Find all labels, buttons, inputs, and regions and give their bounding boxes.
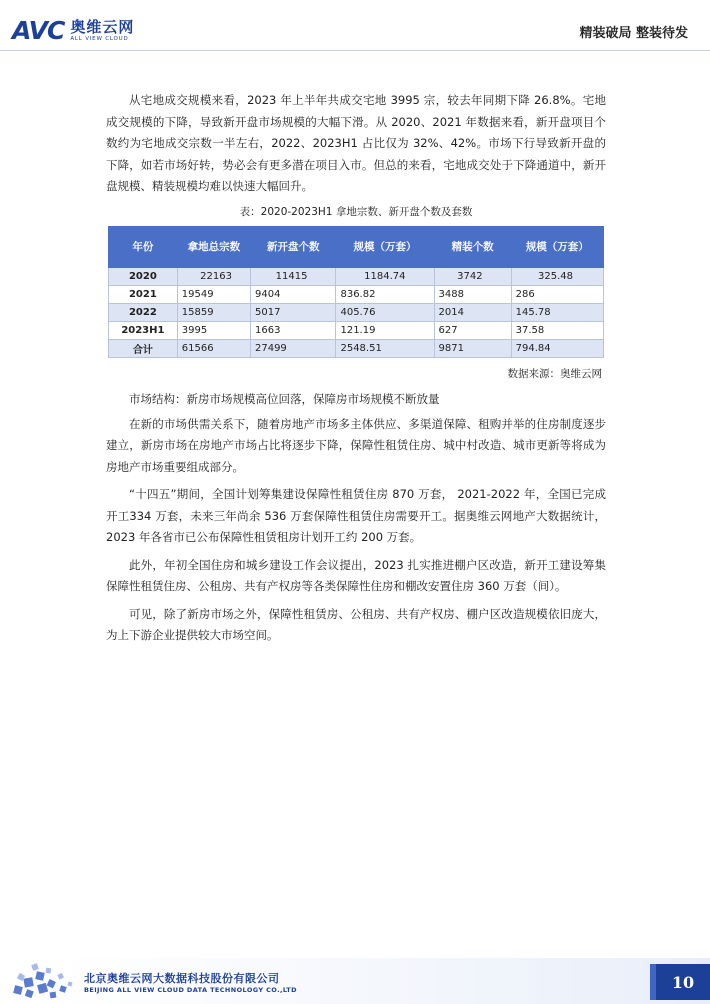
- table-header-row: [109, 226, 604, 267]
- table-cell: 2022: [109, 303, 178, 321]
- table-cell: 325.48: [511, 267, 603, 285]
- page-header: [0, 0, 710, 60]
- market-structure-heading: 市场结构：新房市场规模高位回落，保障房市场规模不断放量: [129, 391, 440, 406]
- table-cell: 3742: [434, 267, 511, 285]
- footer-company: [84, 972, 297, 995]
- table-cell: 627: [434, 321, 511, 339]
- table-cell: 286: [511, 285, 603, 303]
- col-header-new-openings: 新开盘个数: [250, 226, 335, 267]
- table-cell: 836.82: [336, 285, 434, 303]
- body-paragraph: 可见，除了新房市场之外，保障性租赁房、公租房、共有产权房、棚户区改造规模依旧庞大，为上下游企业提供较大市场空间。: [106, 606, 606, 642]
- table-cell: 19549: [177, 285, 250, 303]
- table-cell: 11415: [250, 267, 335, 285]
- table-cell: 61566: [177, 339, 250, 357]
- table-total-row: [109, 339, 604, 357]
- logo-en-text: ALL VIEW CLOUD: [70, 35, 129, 42]
- table-cell: 2014: [434, 303, 511, 321]
- col-header-land-lots: 拿地总宗数: [177, 226, 250, 267]
- table-cell: 2548.51: [336, 339, 434, 357]
- table-cell: 405.76: [336, 303, 434, 321]
- main-content: [106, 90, 606, 653]
- body-paragraph: “十四五”期间，全国计划筹集建设保障性租赁住房 870 万套， 2021-2022 年，全国已完成开工334 万套，未来三年尚余 536 万套保障性租赁住房需要开工。据奥维云网地产大数据统计，2023 年各省市已公布保障性租赁租房计划开工约 200 万套。: [106, 487, 606, 544]
- col-header-year: 年份: [109, 226, 178, 267]
- data-source: 数据来源：奥维云网: [507, 367, 602, 380]
- table-cell: 1184.74: [336, 267, 434, 285]
- table-cell: 9404: [250, 285, 335, 303]
- body-paragraph: 此外，年初全国住房和城乡建设工作会议提出，2023 扎实推进棚户区改造，新开工建设筹集保障性租赁住房、公租房、共有产权房等各类保障性住房和棚改安置住房 360 万套（间）。: [106, 557, 606, 593]
- page-footer: [0, 958, 710, 1004]
- col-header-scale: 规模（万套）: [336, 226, 434, 267]
- avc-logo: [12, 16, 134, 45]
- table-cell: 794.84: [511, 339, 603, 357]
- body-paragraph: 在新的市场供需关系下，随着房地产市场多主体供应、多渠道保障、租购并举的住房制度逐步建立，新房市场在房地产市场占比将逐步下降，保障性租赁住房、城中村改造、城市更新等将成为房地产市场重要组成部分。: [106, 416, 606, 474]
- col-header-decorated-scale: 规模（万套）: [511, 226, 603, 267]
- table-cell: 合计: [109, 339, 178, 357]
- report-title: 精装破局 整装待发: [579, 26, 688, 41]
- table-cell: 5017: [250, 303, 335, 321]
- cubes-icon: [8, 962, 80, 1002]
- table-cell: 121.19: [336, 321, 434, 339]
- header-divider: [0, 50, 710, 51]
- table-cell: 3995: [177, 321, 250, 339]
- table-cell: 22163: [177, 267, 250, 285]
- table-row: [109, 267, 604, 285]
- land-opening-table: [108, 226, 604, 358]
- table-cell: 2020: [109, 267, 178, 285]
- table-caption: 表：2020-2023H1 拿地宗数、新开盘个数及套数: [239, 205, 473, 218]
- table-cell: 15859: [177, 303, 250, 321]
- table-cell: 2021: [109, 285, 178, 303]
- col-header-decorated-count: 精装个数: [434, 226, 511, 267]
- company-name-cn: 北京奥维云网大数据科技股份有限公司: [84, 972, 280, 985]
- table-cell: 37.58: [511, 321, 603, 339]
- logo-cn-text: 奥维云网: [70, 17, 135, 36]
- table-cell: 9871: [434, 339, 511, 357]
- table-row: [109, 285, 604, 303]
- intro-paragraph: 从宅地成交规模来看，2023 年上半年共成交宅地 3995 宗，较去年同期下降 26.8%。宅地成交规模的下降，导致新开盘市场规模的大幅下滑。从 2020、2021 年数据来看，新开盘项目个数约为宅地成交宗数一半左右，2022、2023H1 占比仅为 32%、42%。市场下行导致新开盘的下降，如若市场好转，势必会有更多潜在项目入市。但总的来看，宅地成交处于下降通道中，新开盘规模、精装规模均难以快速大幅回升。: [106, 93, 606, 193]
- table-cell: 2023H1: [109, 321, 178, 339]
- table-cell: 1663: [250, 321, 335, 339]
- table-cell: 145.78: [511, 303, 603, 321]
- company-name-en: BEIJING ALL VIEW CLOUD DATA TECHNOLOGY CO.,LTD: [84, 986, 297, 994]
- table-cell: 27499: [250, 339, 335, 357]
- table-row: [109, 303, 604, 321]
- table-row: [109, 321, 604, 339]
- table-cell: 3488: [434, 285, 511, 303]
- logo-wordmark: [70, 19, 134, 43]
- logo-avc-text: AVC: [12, 16, 65, 45]
- page-number: 10: [656, 964, 710, 1000]
